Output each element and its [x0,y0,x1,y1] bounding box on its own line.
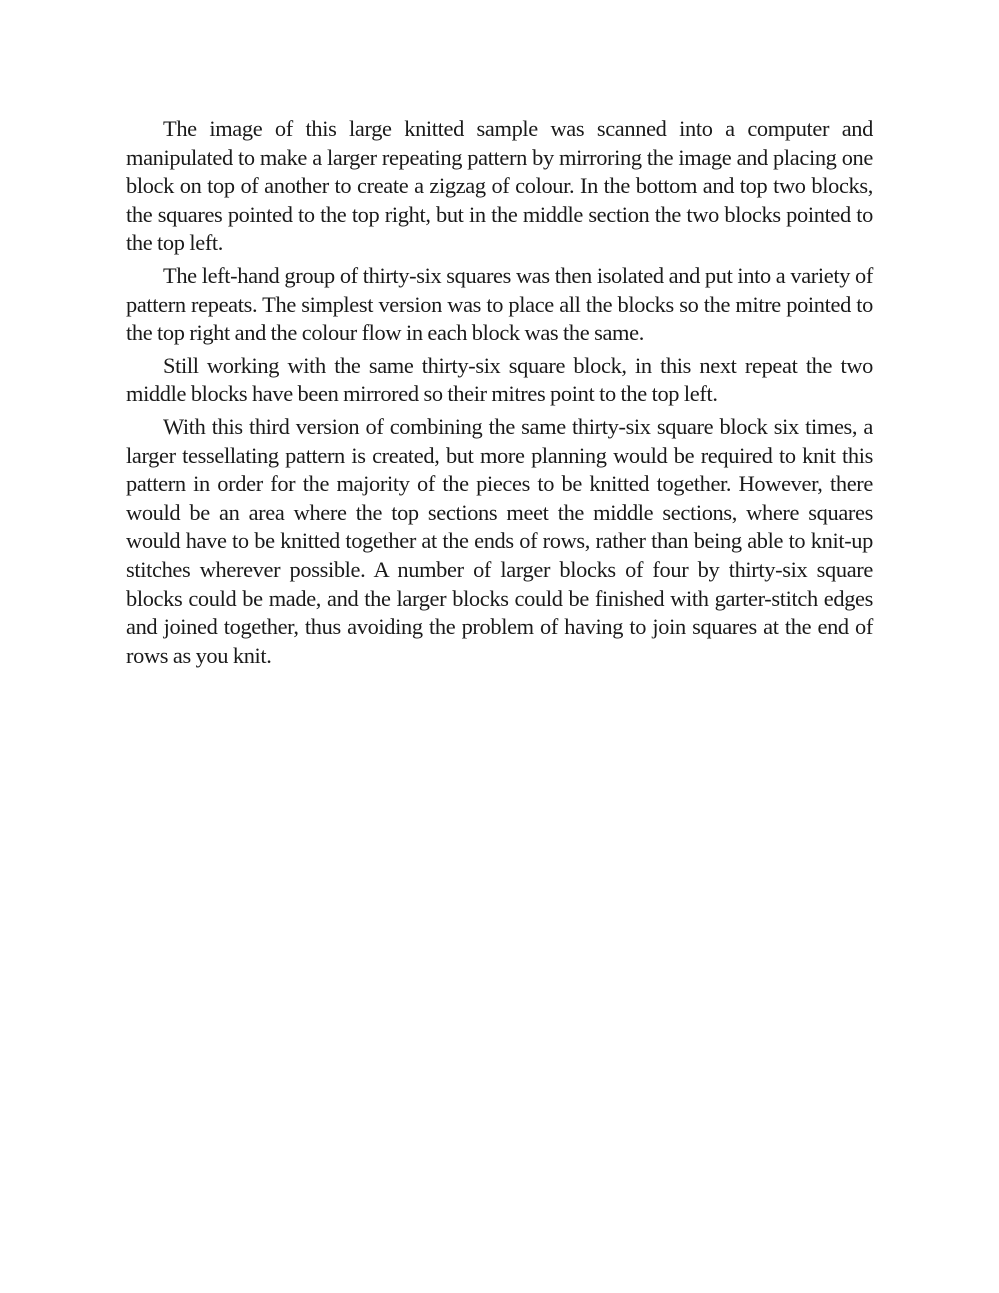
paragraph-3: Still working with the same thirty-six square block, in this next repeat the two middle blocks have been mirrored so their mitres point to the top left. [126,352,873,407]
body-text [126,115,873,674]
paragraph-1: The image of this large knitted sample was scanned into a computer and manipulated to make a larger repeating pattern by mirroring the image and placing one block on top of another to create a zigzag of colour. In the bottom and top two blocks, the squares pointed to the top right, but in the middle section the two blocks pointed to the top left. [126,116,873,256]
paragraph-4: With this third version of combining the same thirty-six square block six times, a larger tessellating pattern is created, but more planning would be required to knit this pattern in order for the majority of the pieces to be knitted together. However, there would be an area where the top sections meet the middle sections, where squares would have to be knitted together at the ends of rows, rather than being able to knit-up stitches wherever possible. A number of larger blocks of four by thirty-six square blocks could be made, and the larger blocks could be finished with garter-stitch edges and joined together, thus avoiding the problem of having to join squares at the end of rows as you knit. [126,413,873,668]
paragraph-2: The left-hand group of thirty-six squares was then isolated and put into a variety of pattern repeats. The simplest version was to place all the blocks so the mitre pointed to the top right and the colour flow in each block was the same. [126,262,873,346]
